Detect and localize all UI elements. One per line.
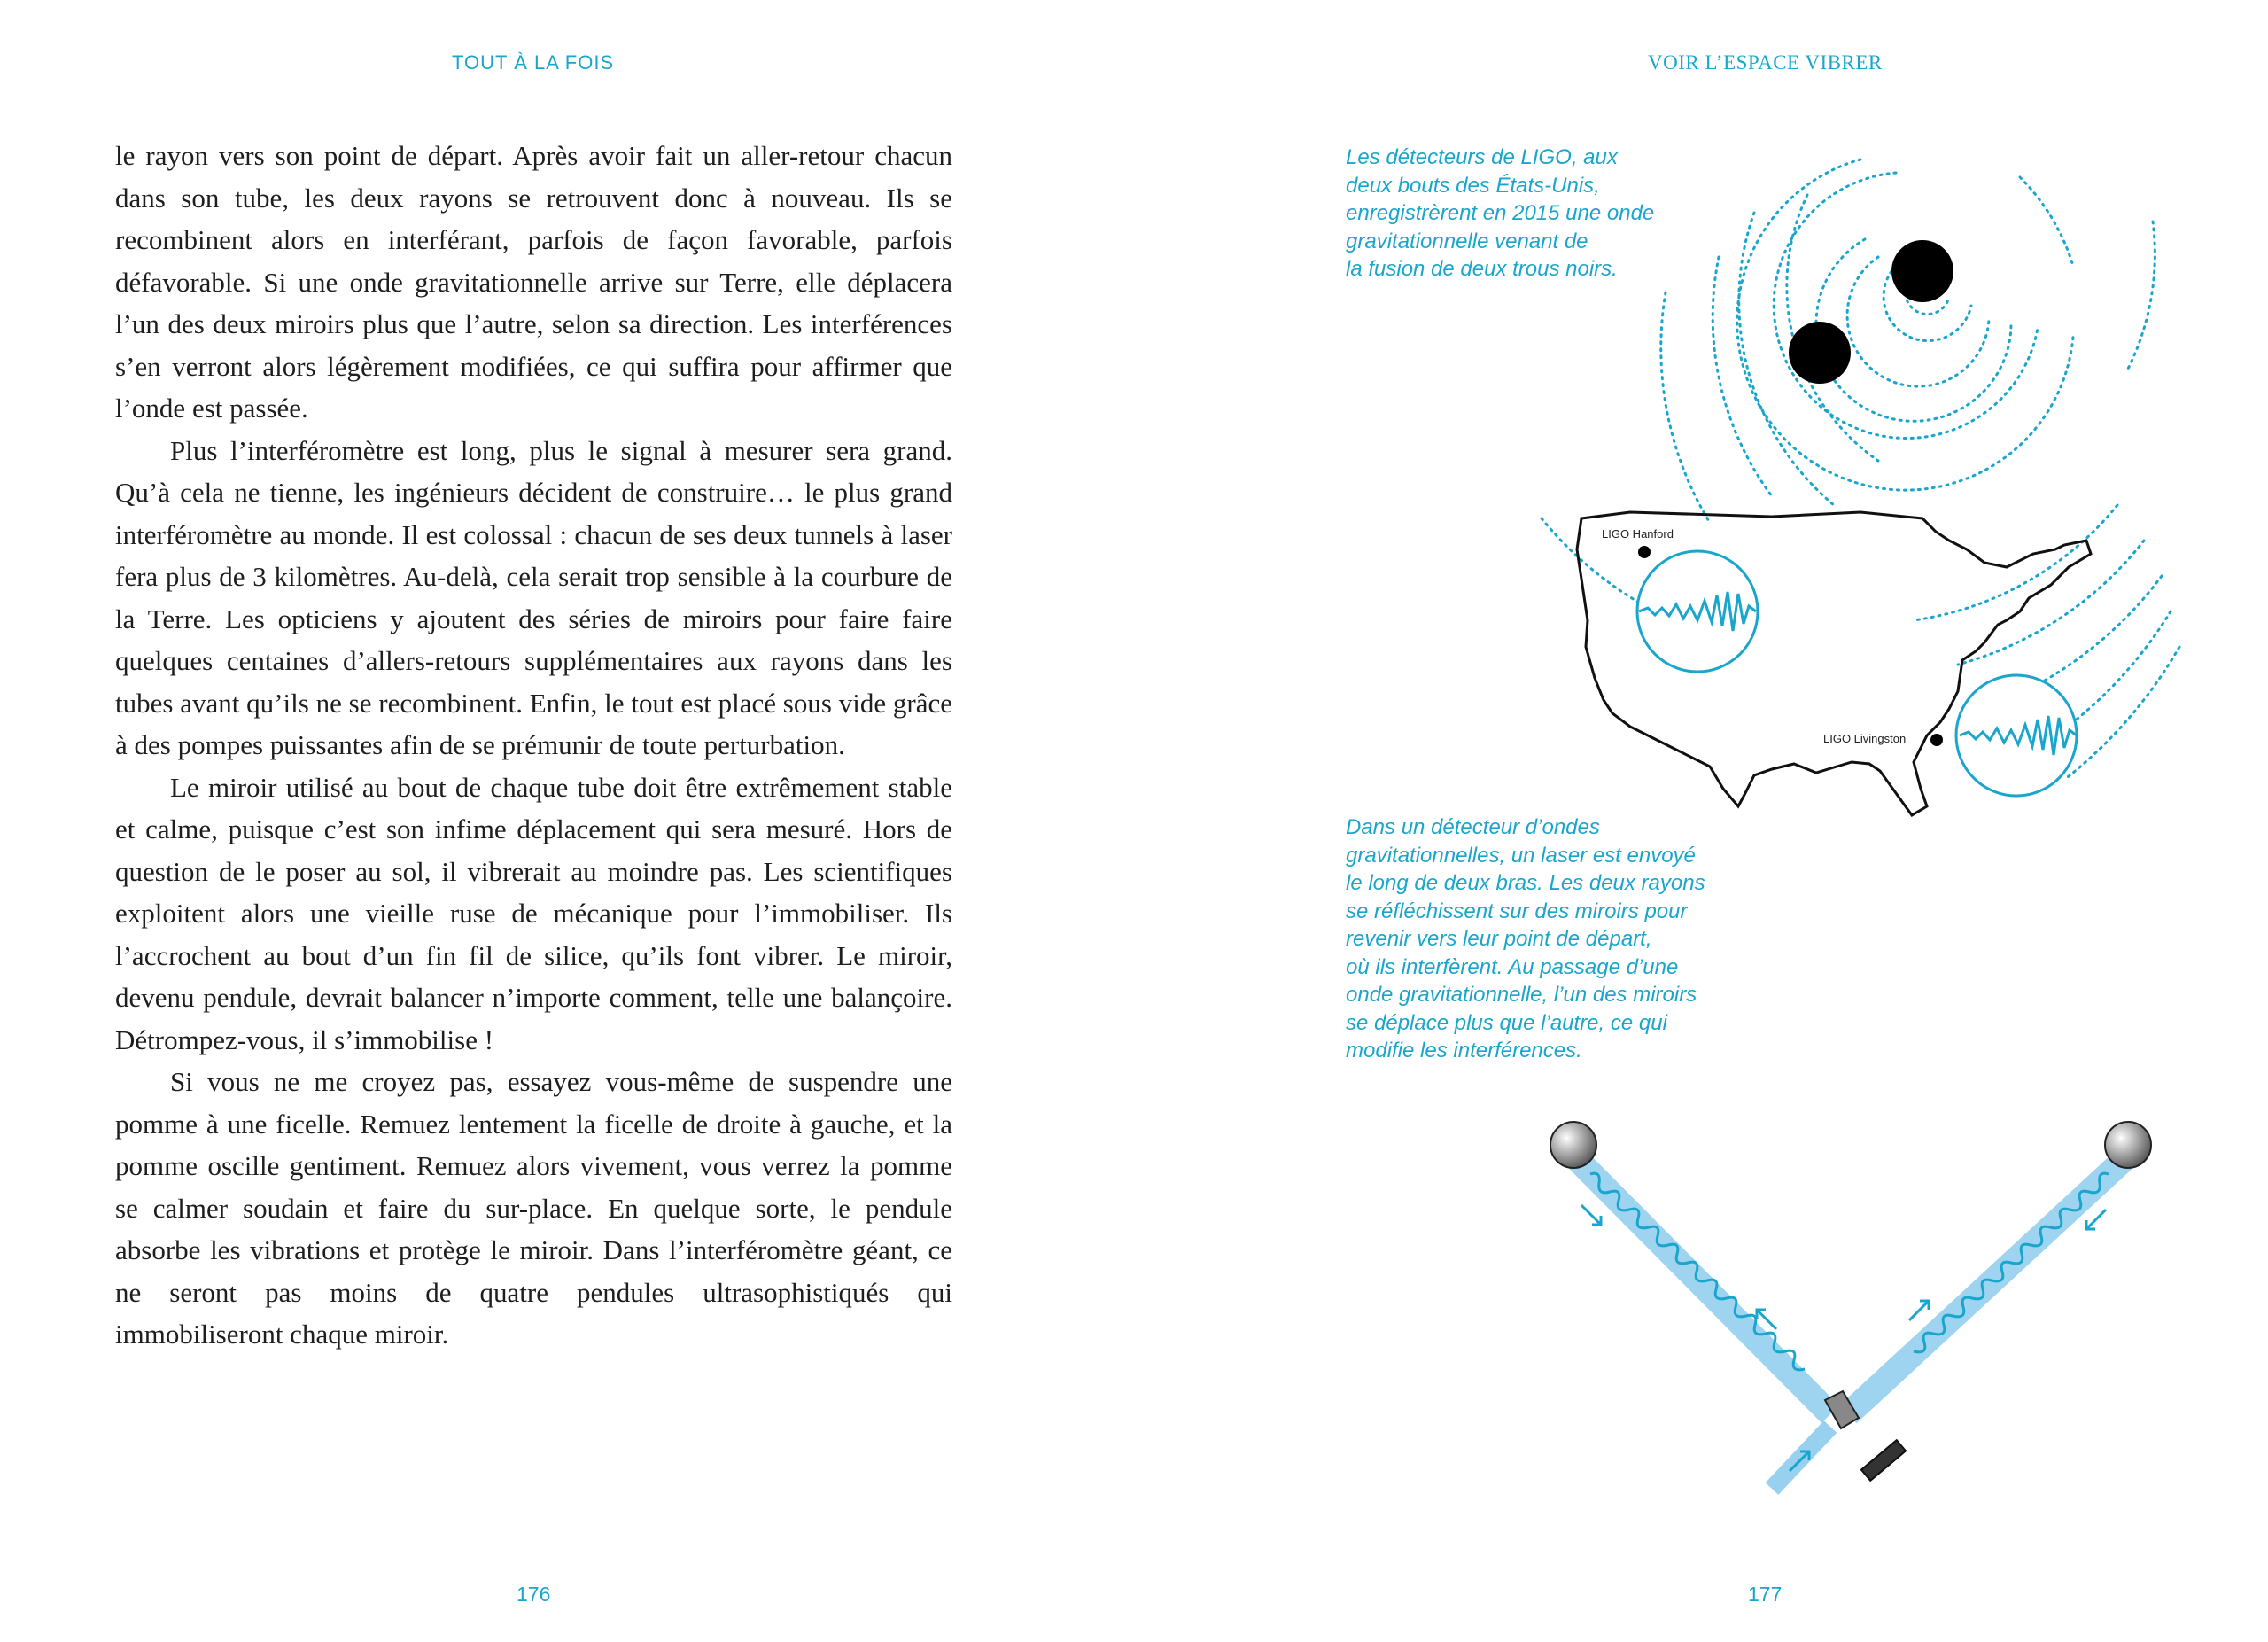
- livingston-signal-circle: [1956, 675, 2077, 796]
- interferometer-illustration: [1550, 1122, 2151, 1489]
- running-head-left: TOUT À LA FOIS: [452, 51, 615, 74]
- caption-ligo-map: Les détecteurs de LIGO, aux deux bouts des États-Unis, enregistrèrent en 2015 une onde gravitationnelle venant de la fusion de deux trous noirs.: [1346, 145, 1655, 281]
- ligo-map-illustration: [1134, 0, 2268, 1642]
- livingston-label: LIGO Livingston: [1823, 732, 1907, 745]
- photodetector-icon: [1861, 1440, 1906, 1481]
- page-number-right: 177: [1748, 1583, 1783, 1606]
- laser-beam-right: [1848, 1159, 2124, 1414]
- mirror-right-icon: [2105, 1122, 2151, 1168]
- hanford-label: LIGO Hanford: [1602, 527, 1674, 541]
- arrow-right-down-icon: [2086, 1210, 2106, 1229]
- paragraph-4: Si vous ne me croyez pas, essayez vous-même de suspendre une pomme à une ficelle. Remuez lentement la ficelle de droite à gauche, et la pomme oscille gentiment. Remuez alors vivement, vous verrez la pomme se calmer soudain et faire du sur-place. En quelque sorte, le pendule absorbe les vibrations et protège le miroir. Dans l’interféromètre géant, ce ne seront pas moins de quatre pendules ultrasophistiqués qui immobiliseront chaque miroir.: [115, 1066, 952, 1350]
- body-text: [115, 135, 952, 1356]
- mirror-left-icon: [1550, 1122, 1596, 1168]
- hanford-dot: [1638, 546, 1651, 558]
- black-hole-1: [1891, 240, 1953, 302]
- paragraph-2: Plus l’interféromètre est long, plus le signal à mesurer sera grand. Qu’à cela ne tienne, les ingénieurs décident de construire… le plus grand interféromètre au monde. Il est colossal : chacun de ses deux tunnels à laser fera plus de 3 kilomètres. Au-delà, cela serait trop sensible à la courbure de la Terre. Les opticiens y ajoutent des séries de miroirs pour faire faire quelques centaines d’allers-retours supplémentaires aux rayons dans les tubes avant qu’ils ne se recombinent. Enfin, le tout est placé sous vide grâce à des pompes puissantes afin de se prémunir de toute perturbation.: [115, 434, 952, 760]
- page-number-left: 176: [517, 1583, 551, 1606]
- black-hole-2: [1789, 322, 1851, 384]
- hanford-signal-circle: [1637, 551, 1758, 672]
- caption-interferometer: Dans un détecteur d’ondes gravitationnelles, un laser est envoyé le long de deux bras. Les deux rayons se réfléchissent sur des miroirs pour revenir vers leur point de départ, où ils interfèrent. Au passage d’une onde gravitationnelle, l’un des miroirs se déplace plus que l’autre, ce qui modifie les interférences.: [1346, 815, 1705, 1062]
- gravitational-wave-ripples: [1542, 160, 2179, 780]
- arrow-right-up-icon: [1909, 1301, 1929, 1320]
- laser-beam-left: [1577, 1159, 1830, 1414]
- running-head-right: VOIR L’ESPACE VIBRER: [1648, 51, 1883, 74]
- wave-right: [1914, 1173, 2109, 1352]
- paragraph-3: Le miroir utilisé au bout de chaque tube doit être extrêmement stable et calme, puisque c’est son infime déplacement qui sera mesuré. Hors de question de le poser au sol, il vibrerait au moindre pas. Les scientifiques exploitent alors une vieille ruse de mécanique pour l’immobiliser. Ils l’accrochent au bout d’un fin fil de silice, qu’ils font vibrer. Le miroir, devenu pendule, devrait balancer n’importe comment, telle une balançoire. Détrompez-vous, il s’immobilise !: [115, 771, 952, 1055]
- paragraph-1: le rayon vers son point de départ. Après avoir fait un aller-retour chacun dans son tube, les deux rayons se retrouvent donc à nouveau. Ils se recombinent alors en interférant, parfois de façon favorable, parfois défavorable. Si une onde gravitationnelle arrive sur Terre, elle déplacera l’un des deux miroirs plus que l’autre, selon sa direction. Les interférences s’en verront alors légèrement modifiées, ce qui suffira pour affirmer que l’onde est passée.: [115, 140, 952, 424]
- right-page: [1134, 0, 2268, 1642]
- livingston-dot: [1930, 734, 1943, 746]
- arrow-left-down-icon: [1581, 1205, 1601, 1225]
